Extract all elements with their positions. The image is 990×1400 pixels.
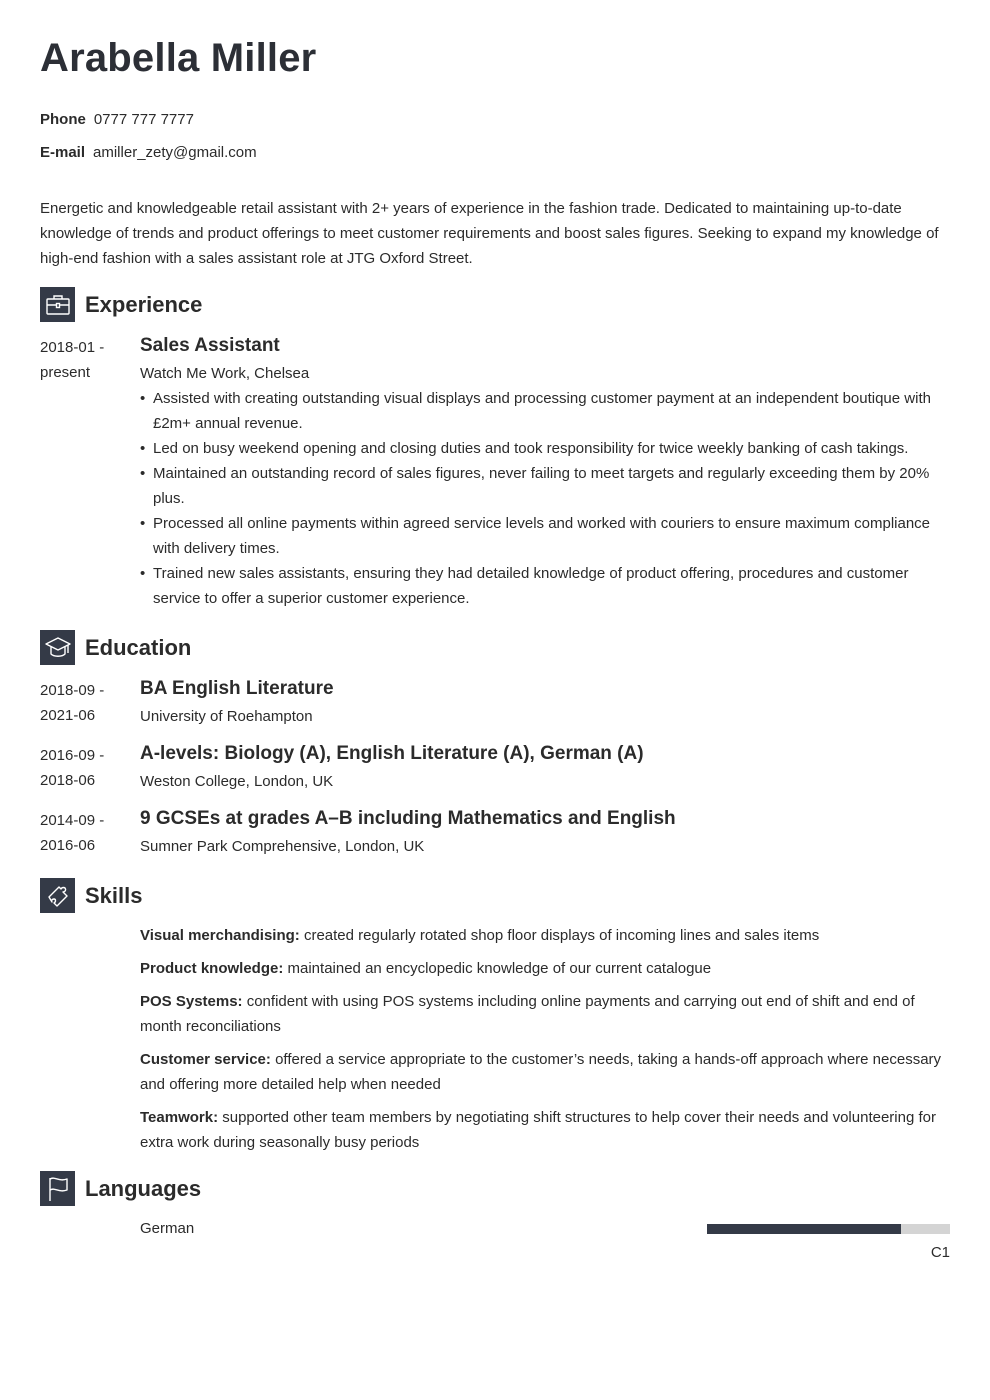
skill-item bbox=[140, 1047, 950, 1097]
languages-title: Languages bbox=[85, 1175, 202, 1201]
skill-description: offered a service appropriate to the customer’s needs, taking a hands-off approach where necessary and offering more detailed help when needed bbox=[140, 1051, 942, 1093]
degree: 9 GCSEs at grades A–B including Mathematics and English bbox=[140, 808, 676, 829]
list-item: • Processed all online payments within agreed service levels and worked with couriers to ensure maximum compliance with delivery times. bbox=[140, 511, 950, 561]
contact-email bbox=[40, 143, 257, 163]
date-end: 2018-06 bbox=[40, 772, 96, 789]
experience-content bbox=[140, 335, 950, 611]
degree: BA English Literature bbox=[140, 678, 334, 699]
profile-summary: Energetic and knowledgeable retail assistant with 2+ years of experience in the fashion trade. Dedicated to maintaining up-to-date knowledge of trends and product offerings to meet customer requirements and boost sales figures. Seeking to expand my knowledge of high-end fashion with a sales assistant role at JTG Oxford Street. bbox=[40, 200, 939, 267]
employer: Watch Me Work, Chelsea bbox=[140, 365, 310, 382]
language-proficiency-bar bbox=[707, 1224, 950, 1234]
education-dates bbox=[40, 743, 130, 793]
skill-name: Customer service: bbox=[140, 1051, 271, 1068]
date-end: 2021-06 bbox=[40, 707, 96, 724]
date-start: 2018-09 - bbox=[40, 682, 105, 699]
skill-item bbox=[140, 989, 950, 1039]
date-end: 2016-06 bbox=[40, 837, 96, 854]
school: University of Roehampton bbox=[140, 708, 313, 725]
skill-name: Product knowledge: bbox=[140, 960, 284, 977]
education-section-header bbox=[40, 630, 191, 665]
school: Weston College, London, UK bbox=[140, 773, 334, 790]
date-start: 2014-09 - bbox=[40, 812, 105, 829]
education-content bbox=[140, 808, 950, 859]
language-proficiency-fill bbox=[707, 1224, 901, 1234]
list-item: • Led on busy weekend opening and closing duties and took responsibility for twice weekly banking of cash takings. bbox=[140, 436, 950, 461]
skill-description: confident with using POS systems including online payments and carrying out end of shift and end of month reconciliations bbox=[140, 993, 915, 1035]
flag-icon bbox=[40, 1171, 75, 1206]
email-value: amiller_zety@gmail.com bbox=[93, 144, 257, 161]
responsibility-list bbox=[140, 386, 950, 611]
candidate-name: Arabella Miller bbox=[40, 36, 317, 80]
language-level: C1 bbox=[930, 1244, 950, 1261]
education-dates bbox=[40, 808, 130, 858]
education-title: Education bbox=[85, 634, 192, 660]
skill-item bbox=[140, 923, 950, 948]
skill-name: POS Systems: bbox=[140, 993, 243, 1010]
list-item: • Assisted with creating outstanding visual displays and processing customer payment at an independent boutique with £2m+ annual revenue. bbox=[140, 386, 950, 436]
degree: A-levels: Biology (A), English Literature (A), German (A) bbox=[140, 743, 644, 764]
skill-name: Visual merchandising: bbox=[140, 927, 300, 944]
skill-item bbox=[140, 1105, 950, 1155]
date-start: 2016-09 - bbox=[40, 747, 105, 764]
experience-section-header bbox=[40, 287, 202, 322]
education-content bbox=[140, 743, 950, 794]
education-content bbox=[140, 678, 950, 729]
graduation-cap-icon bbox=[40, 630, 75, 665]
list-item: • Maintained an outstanding record of sales figures, never failing to meet targets and regularly exceeding them by 20% plus. bbox=[140, 461, 950, 511]
skill-name: Teamwork: bbox=[140, 1109, 219, 1126]
school: Sumner Park Comprehensive, London, UK bbox=[140, 838, 425, 855]
education-dates bbox=[40, 678, 130, 728]
language-name: German bbox=[140, 1220, 195, 1237]
skill-description: created regularly rotated shop floor displays of incoming lines and sales items bbox=[303, 927, 820, 944]
date-start: 2018-01 - bbox=[40, 339, 105, 356]
skill-item bbox=[140, 956, 950, 981]
skill-description: maintained an encyclopedic knowledge of our current catalogue bbox=[287, 960, 712, 977]
experience-title: Experience bbox=[85, 291, 203, 317]
experience-dates bbox=[40, 335, 130, 385]
skills-section-header bbox=[40, 878, 142, 913]
contact-phone bbox=[40, 110, 194, 130]
languages-section-header bbox=[40, 1171, 201, 1206]
phone-value: 0777 777 7777 bbox=[93, 111, 194, 128]
phone-label: Phone bbox=[40, 111, 86, 128]
job-title: Sales Assistant bbox=[140, 335, 280, 356]
date-end: present bbox=[40, 364, 91, 381]
email-label: E-mail bbox=[40, 144, 86, 161]
skill-description: supported other team members by negotiating shift structures to help cover their needs and volunteering for extra work during seasonally busy periods bbox=[140, 1109, 936, 1151]
list-item: • Trained new sales assistants, ensuring they had detailed knowledge of product offering, procedures and customer service to offer a superior customer experience. bbox=[140, 561, 950, 611]
puzzle-icon bbox=[40, 878, 75, 913]
skills-title: Skills bbox=[85, 882, 143, 908]
briefcase-icon bbox=[40, 287, 75, 322]
